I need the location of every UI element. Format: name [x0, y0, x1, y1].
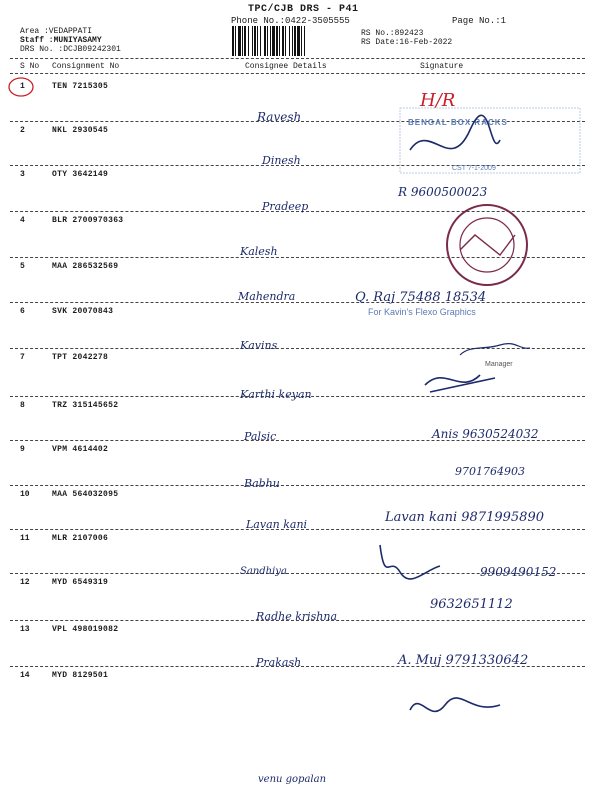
- row-4-consignment-no: BLR 2700970363: [52, 216, 124, 225]
- row-5-consignee-handwriting: Mahendra: [238, 290, 296, 303]
- rs-date: RS Date:16-Feb-2022: [361, 38, 453, 47]
- row-12-consignee-handwriting: Sandhiya: [240, 566, 287, 577]
- phone-number: Phone No.:0422-3505555: [231, 16, 350, 26]
- row-7-serial: 7: [20, 353, 25, 362]
- row-13-consignment-no: VPL 498019082: [52, 625, 119, 634]
- date-stamp-text: CST 7-1-2009: [452, 165, 496, 172]
- row-3-serial: 3: [20, 170, 25, 179]
- row-13-serial: 13: [20, 625, 30, 634]
- manager-stamp-text: Manager: [485, 361, 513, 368]
- row-9-serial: 9: [20, 445, 25, 454]
- signature-scribble-12: [380, 545, 440, 579]
- signature-scribble-2: [410, 115, 500, 150]
- row-10-serial: 10: [20, 490, 30, 499]
- row-11-consignee-handwriting: Lavan kani: [246, 518, 308, 531]
- row-8-consignee-handwriting: Karthi keyan: [240, 388, 312, 401]
- row-14-consignee-handwriting: Prakash: [256, 656, 302, 669]
- row-9-consignee-handwriting: Palsic: [244, 430, 277, 443]
- row-13-consignee-handwriting: Radhe krishna: [256, 610, 338, 623]
- row-11-serial: 11: [20, 534, 30, 543]
- area-label: Area :VEDAPPATI: [20, 27, 93, 36]
- row-1-serial: 1: [20, 82, 25, 91]
- row-2-consignment-no: NKL 2930545: [52, 126, 109, 135]
- row-4-consignee-handwriting: Kalesh: [240, 245, 278, 258]
- signature-scribble-6: [460, 344, 530, 355]
- row-9-consignment-no: VPM 4614402: [52, 445, 109, 454]
- row-5-signature-handwriting: Q. Raj 75488 18534: [355, 290, 487, 305]
- row-1-signature-handwriting: H/R: [420, 90, 456, 111]
- footer-handwriting: venu gopalan: [258, 774, 327, 785]
- row-9-signature-handwriting: Anis 9630524032: [432, 427, 539, 441]
- rs-number: RS No.:892423: [361, 29, 424, 38]
- kavin-stamp-text: For Kavin's Flexo Graphics: [368, 307, 476, 317]
- row-5-serial: 5: [20, 262, 25, 271]
- row-10-signature-handwriting: 9701764903: [455, 465, 525, 478]
- row-14-signature-handwriting: A. Muj 9791330642: [398, 653, 529, 668]
- row-12-signature-handwriting: 9909490152: [480, 565, 557, 579]
- row-12-consignment-no: MYD 6549319: [52, 578, 109, 587]
- staff-label: Staff :MUNIYASAMY: [20, 36, 102, 45]
- row-8-serial: 8: [20, 401, 25, 410]
- row-10-consignee-handwriting: Babhu: [244, 477, 280, 490]
- column-header-consignment: Consignment No: [52, 62, 120, 71]
- seal-scribble: [460, 235, 515, 255]
- column-header-signature: Signature: [420, 62, 464, 71]
- address-stamp-text: BENGAL BOX RACKS: [408, 118, 508, 127]
- row-3-consignee-handwriting: Pradeep: [262, 200, 309, 213]
- row-11-signature-handwriting: Lavan kani 9871995890: [385, 510, 544, 525]
- row-3-signature-handwriting: R 9600500023: [398, 185, 488, 199]
- row-14-consignment-no: MYD 8129501: [52, 671, 109, 680]
- row-2-serial: 2: [20, 126, 25, 135]
- document-title: TPC/CJB DRS - P41: [248, 4, 359, 15]
- row-11-consignment-no: MLR 2107006: [52, 534, 109, 543]
- row-10-consignment-no: MAA 564032095: [52, 490, 119, 499]
- row-7-consignee-handwriting: Kavins: [240, 339, 278, 352]
- row-1-consignment-no: TEN 7215305: [52, 82, 109, 91]
- drs-number: DRS No. :DCJB09242301: [20, 45, 121, 54]
- row-12-serial: 12: [20, 578, 30, 587]
- column-header-sno: S No: [20, 62, 40, 71]
- column-header-consignee: Consignee Details: [245, 62, 327, 71]
- circled-number-mark: [9, 78, 33, 96]
- row-6-consignment-no: SVK 20070843: [52, 307, 114, 316]
- signature-scribble-7: [425, 375, 495, 392]
- row-1-consignee-handwriting: Ravesh: [257, 110, 302, 124]
- row-3-consignment-no: OTY 3642149: [52, 170, 109, 179]
- row-13-signature-handwriting: 9632651112: [430, 597, 513, 612]
- page-number: Page No.:1: [452, 16, 507, 26]
- row-4-serial: 4: [20, 216, 25, 225]
- signature-scribble-14: [410, 698, 500, 711]
- row-8-consignment-no: TRZ 315145652: [52, 401, 119, 410]
- row-6-serial: 6: [20, 307, 25, 316]
- row-2-consignee-handwriting: Dinesh: [262, 154, 301, 167]
- row-5-consignment-no: MAA 286532569: [52, 262, 119, 271]
- row-7-consignment-no: TPT 2042278: [52, 353, 109, 362]
- row-14-serial: 14: [20, 671, 30, 680]
